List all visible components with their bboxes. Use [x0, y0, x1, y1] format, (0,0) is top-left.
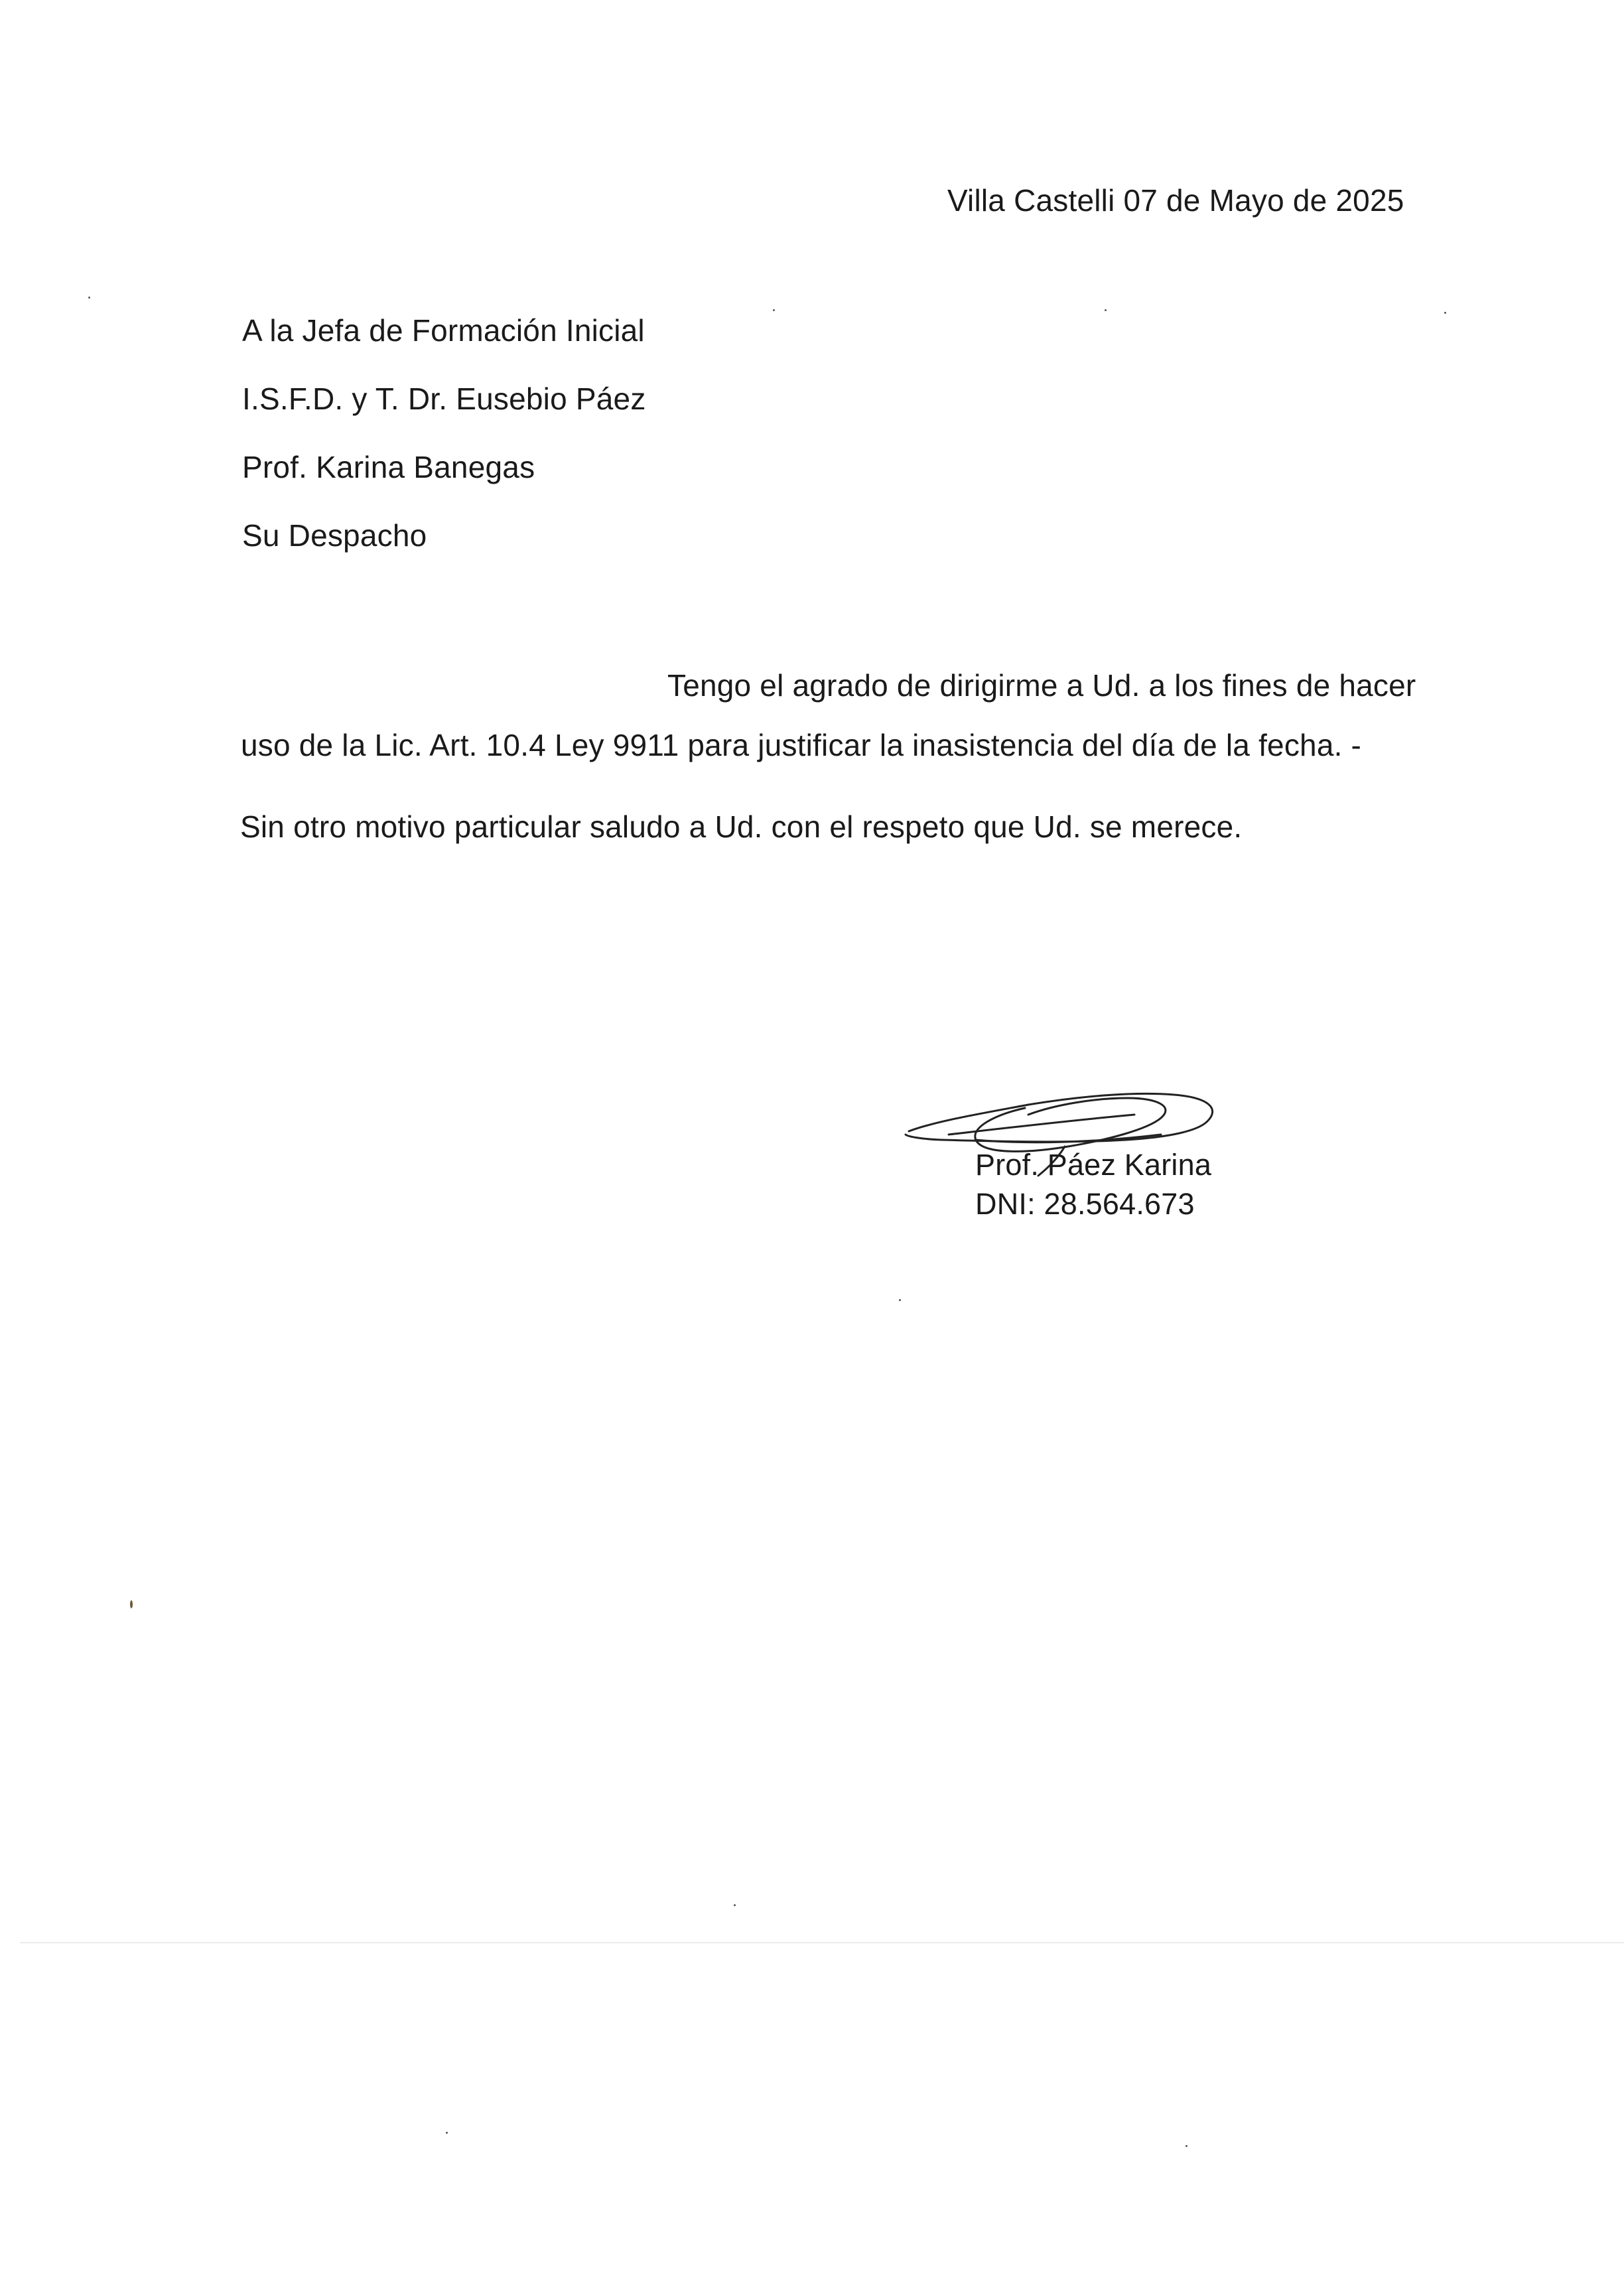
scan-speck — [1105, 309, 1107, 311]
recipient-line-1: A la Jefa de Formación Inicial — [242, 313, 645, 348]
body-line-2: uso de la Lic. Art. 10.4 Ley 9911 para justificar la inasistencia del día de la fecha. - — [241, 728, 1362, 762]
scan-speck — [88, 297, 90, 299]
recipient-line-2: I.S.F.D. y T. Dr. Eusebio Páez — [242, 382, 646, 416]
scan-speck — [1185, 2145, 1187, 2147]
scan-speck — [734, 1904, 736, 1906]
recipient-line-4: Su Despacho — [242, 518, 427, 553]
date-line: Villa Castelli 07 de Mayo de 2025 — [947, 183, 1404, 218]
scan-speck — [130, 1600, 133, 1608]
scan-speck — [899, 1299, 901, 1301]
body-line-1: Tengo el agrado de dirigirme a Ud. a los fines de hacer — [667, 668, 1416, 703]
scan-artifact-line — [20, 1942, 1624, 1943]
signer-name: Prof. Páez Karina — [975, 1148, 1212, 1182]
signer-dni: DNI: 28.564.673 — [975, 1187, 1195, 1221]
scan-speck — [1444, 312, 1446, 314]
body-line-3: Sin otro motivo particular saludo a Ud. con el respeto que Ud. se merece. — [240, 809, 1243, 844]
recipient-line-3: Prof. Karina Banegas — [242, 450, 535, 484]
scan-speck — [446, 2132, 448, 2134]
scan-speck — [773, 309, 775, 311]
